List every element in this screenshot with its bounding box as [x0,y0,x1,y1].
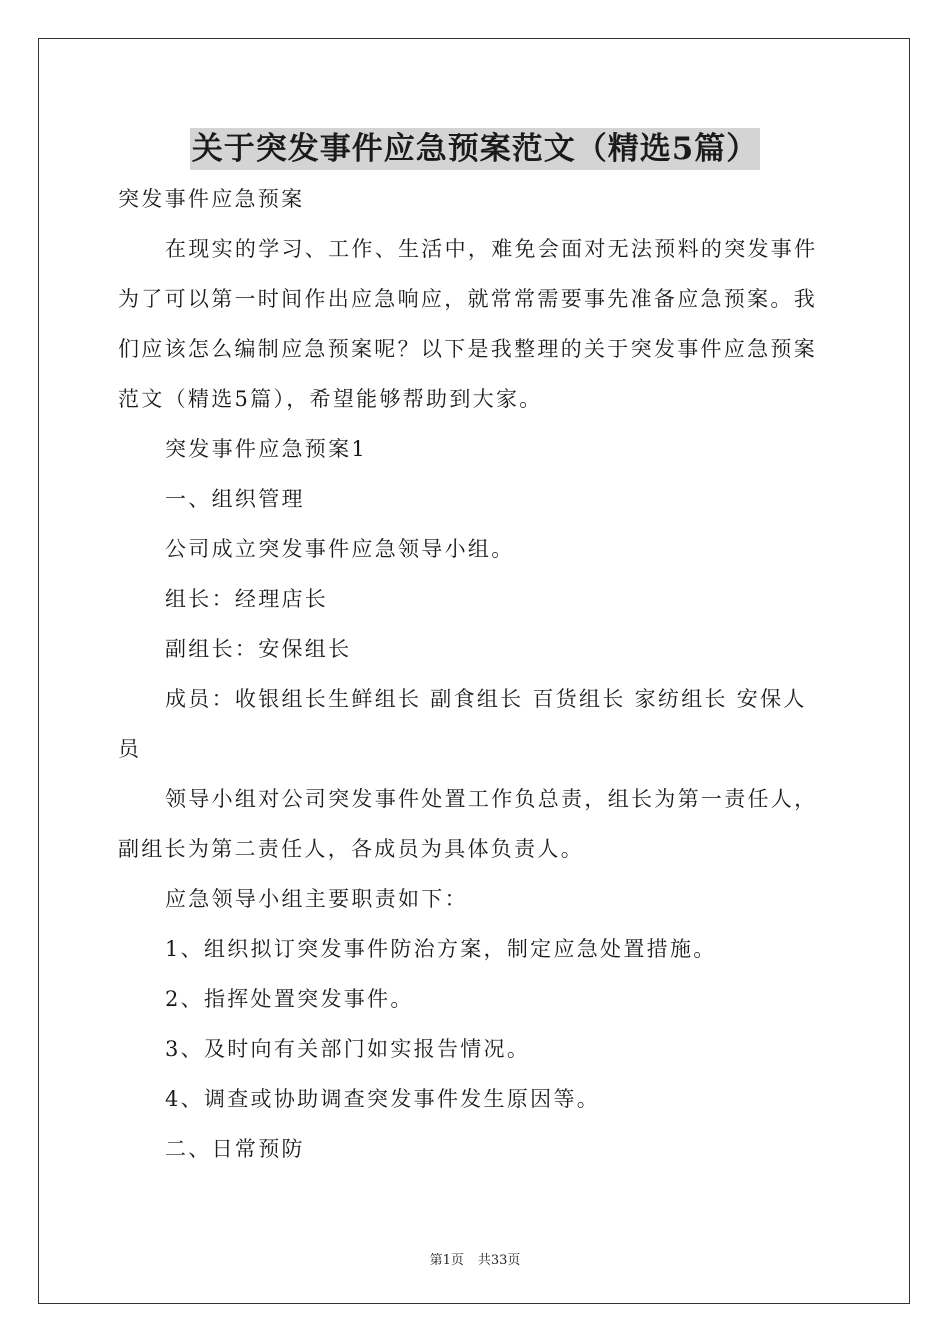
section-heading: 突发事件应急预案 [118,187,305,211]
page-number: 第1页 [429,1253,464,1268]
paragraph-line: 应急领导小组主要职责如下： [165,887,468,911]
page-total: 共33页 [477,1253,521,1268]
paragraph-line: 组长：经理店长 [165,587,329,611]
title-container [0,128,950,170]
paragraph-line: 二、日常预防 [165,1137,305,1161]
list-item: 2、指挥处置突发事件。 [165,987,414,1011]
paragraph-line: 领导小组对公司突发事件处置工作负总责，组长为第一责任人， [165,787,818,811]
paragraph-line: 公司成立突发事件应急领导小组。 [165,537,515,561]
paragraph-line: 副组长为第二责任人，各成员为具体负责人。 [118,837,584,861]
document-title: 关于突发事件应急预案范文（精选5篇） [190,128,761,170]
paragraph-line: 一、组织管理 [165,487,305,511]
list-item: 1、组织拟订突发事件防治方案，制定应急处置措施。 [165,937,717,961]
paragraph-line: 在现实的学习、工作、生活中，难免会面对无法预料的突发事件 [165,237,818,261]
paragraph-line: 为了可以第一时间作出应急响应，就常常需要事先准备应急预案。我 [118,287,817,311]
subsection-heading: 突发事件应急预案1 [165,437,368,461]
list-item: 4、调查或协助调查突发事件发生原因等。 [165,1087,601,1111]
page-border [38,38,910,1304]
paragraph-line: 范文（精选5篇），希望能够帮助到大家。 [118,387,543,411]
paragraph-line: 成员：收银组长生鲜组长 副食组长 百货组长 家纺组长 安保人 [165,687,807,711]
paragraph-line: 们应该怎么编制应急预案呢？以下是我整理的关于突发事件应急预案 [118,337,817,361]
list-item: 3、及时向有关部门如实报告情况。 [165,1037,531,1061]
paragraph-line: 员 [118,737,142,761]
page-footer [0,1249,950,1268]
paragraph-line: 副组长：安保组长 [165,637,352,661]
